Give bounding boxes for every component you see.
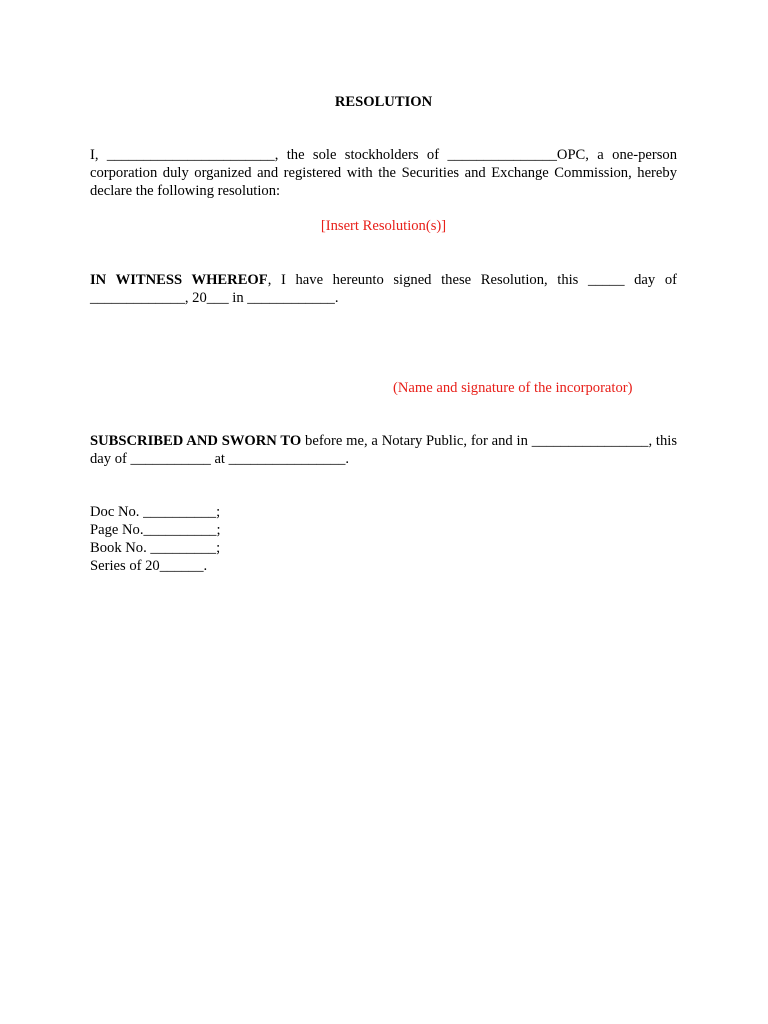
witness-text: , I have hereunto signed these Resolution, this _____ day of _____________, 20___ in ____________.: [90, 272, 677, 306]
witness-lead: IN WITNESS WHEREOF: [90, 272, 268, 288]
witness-paragraph: [90, 271, 677, 307]
insert-resolution-placeholder: [Insert Resolution(s)]: [320, 218, 447, 234]
subscribed-text: before me, a Notary Public, for and in ________________, this day of ___________ at ________________.: [90, 433, 677, 467]
page-number-line: Page No.__________;: [90, 522, 221, 538]
doc-entries: [90, 503, 221, 575]
subscribed-lead: SUBSCRIBED AND SWORN TO: [90, 433, 302, 449]
series-line: Series of 20______.: [90, 558, 208, 574]
doc-number-line: Doc No. __________;: [90, 504, 221, 520]
intro-paragraph: I, _______________________, the sole stockholders of _______________OPC, a one-person corporation duly organized and registered with the Securities and Exchange Commission, hereby declare the following resolution:: [90, 147, 677, 199]
signature-placeholder: (Name and signature of the incorporator): [393, 380, 633, 396]
subscribed-paragraph: [90, 432, 677, 468]
document-title: RESOLUTION: [334, 94, 433, 110]
book-number-line: Book No. _________;: [90, 540, 221, 556]
